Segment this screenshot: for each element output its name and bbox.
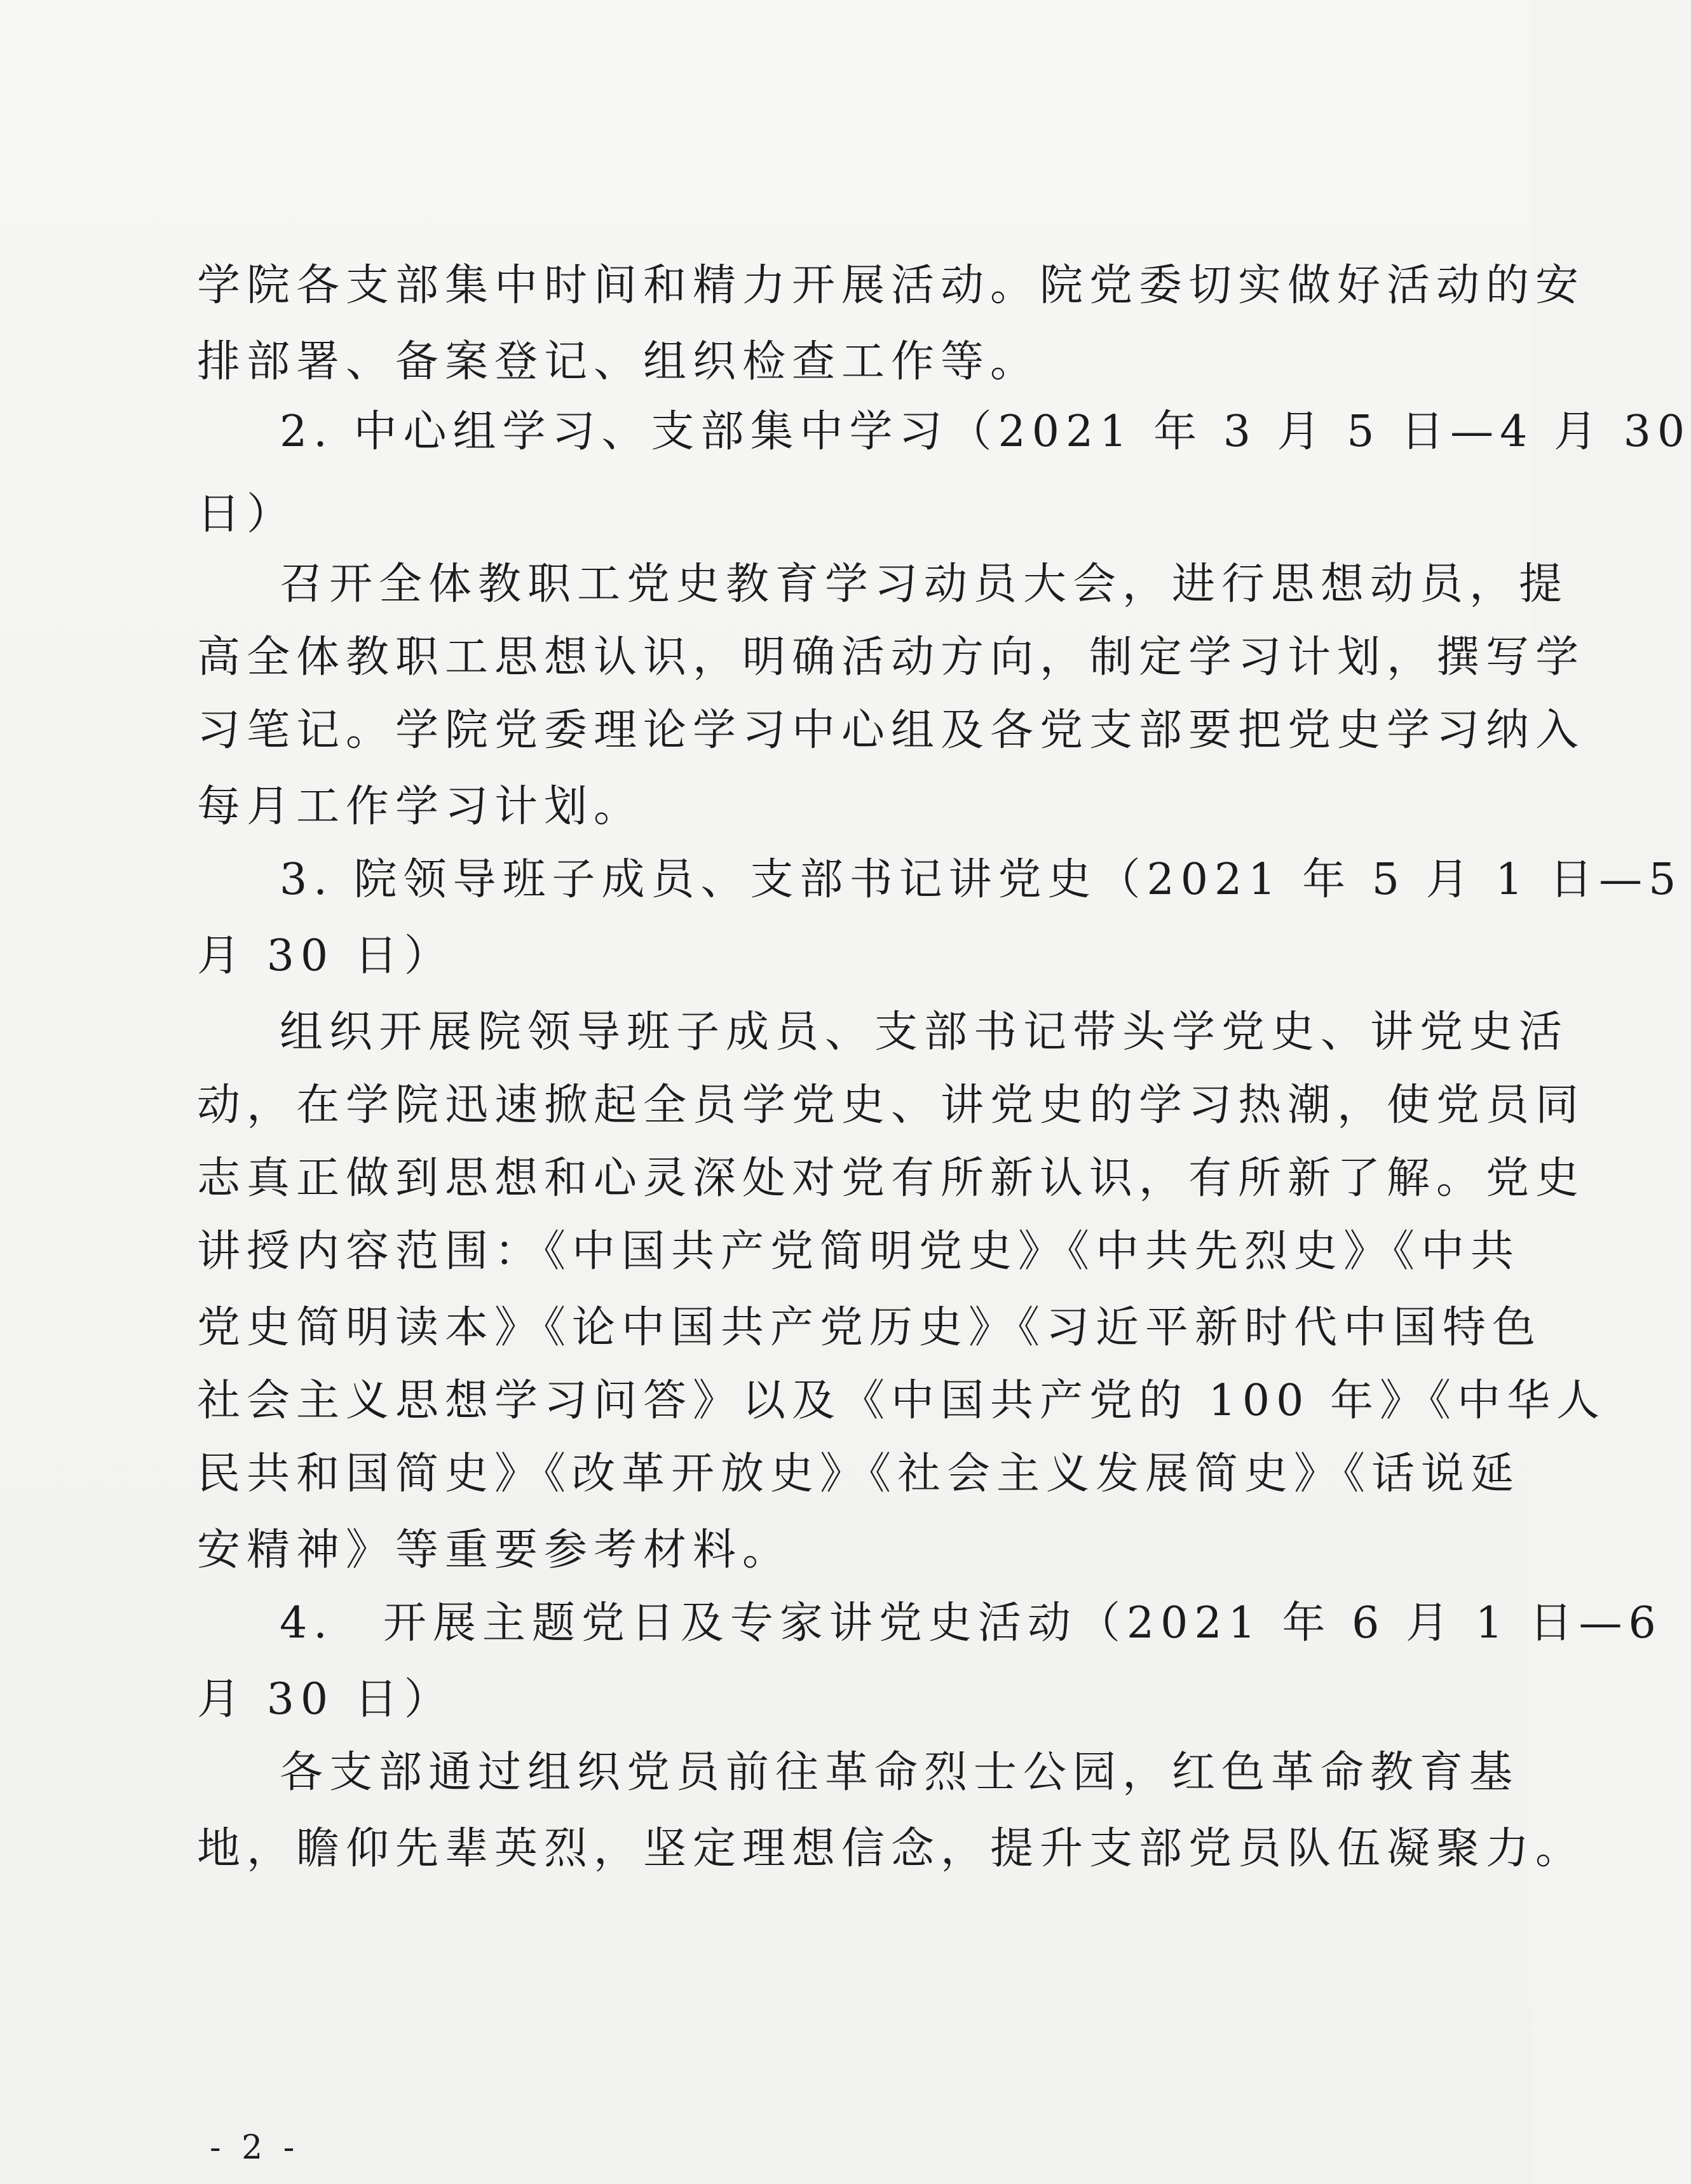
- text-line: 排部署、备案登记、组织检查工作等。: [197, 337, 1040, 387]
- text-line: 月 30 日）: [197, 931, 454, 981]
- text-line: 高全体教职工思想认识，明确活动方向，制定学习计划，撰写学: [197, 632, 1586, 682]
- text-line: 动，在学院迅速掀起全员学党史、讲党史的学习热潮，使党员同: [197, 1080, 1586, 1130]
- text-line: 日）: [197, 489, 297, 539]
- text-line: 每月工作学习计划。: [197, 782, 644, 832]
- text-line: 安精神》等重要参考材料。: [197, 1525, 792, 1575]
- section-heading: 2. 中心组学习、支部集中学习（2021 年 3 月 5 日—4 月 30: [280, 407, 1691, 457]
- text-line: 习笔记。学院党委理论学习中心组及各党支部要把党史学习纳入: [197, 705, 1586, 756]
- text-line: 民共和国简史》《改革开放史》《社会主义发展简史》《话说延: [197, 1449, 1521, 1499]
- text-line: 召开全体教职工党史教育学习动员大会，进行思想动员，提: [280, 559, 1569, 609]
- text-line: 党史简明读本》《论中国共产党历史》《习近平新时代中国特色: [197, 1303, 1542, 1353]
- page-number: - 2 -: [210, 2129, 300, 2167]
- text-line: 学院各支部集中时间和精力开展活动。院党委切实做好活动的安: [197, 261, 1586, 311]
- text-line: 组织开展院领导班子成员、支部书记带头学党史、讲党史活: [280, 1007, 1569, 1057]
- text-line: 各支部通过组织党员前往革命烈士公园，红色革命教育基: [280, 1747, 1519, 1798]
- section-heading: 4. 开展主题党日及专家讲党史活动（2021 年 6 月 1 日—6: [280, 1598, 1662, 1648]
- text-line: 社会主义思想学习问答》以及《中国共产党的 100 年》《中华人: [197, 1376, 1606, 1426]
- text-line: 月 30 日）: [197, 1674, 454, 1725]
- text-line: 志真正做到思想和心灵深处对党有所新认识，有所新了解。党史: [197, 1153, 1586, 1204]
- section-heading: 3. 院领导班子成员、支部书记讲党史（2021 年 5 月 1 日—5: [280, 855, 1683, 905]
- text-line: 地，瞻仰先辈英烈，坚定理想信念，提升支部党员队伍凝聚力。: [197, 1824, 1586, 1874]
- text-line: 讲授内容范围：《中国共产党简明党史》《中共先烈史》《中共: [197, 1226, 1521, 1277]
